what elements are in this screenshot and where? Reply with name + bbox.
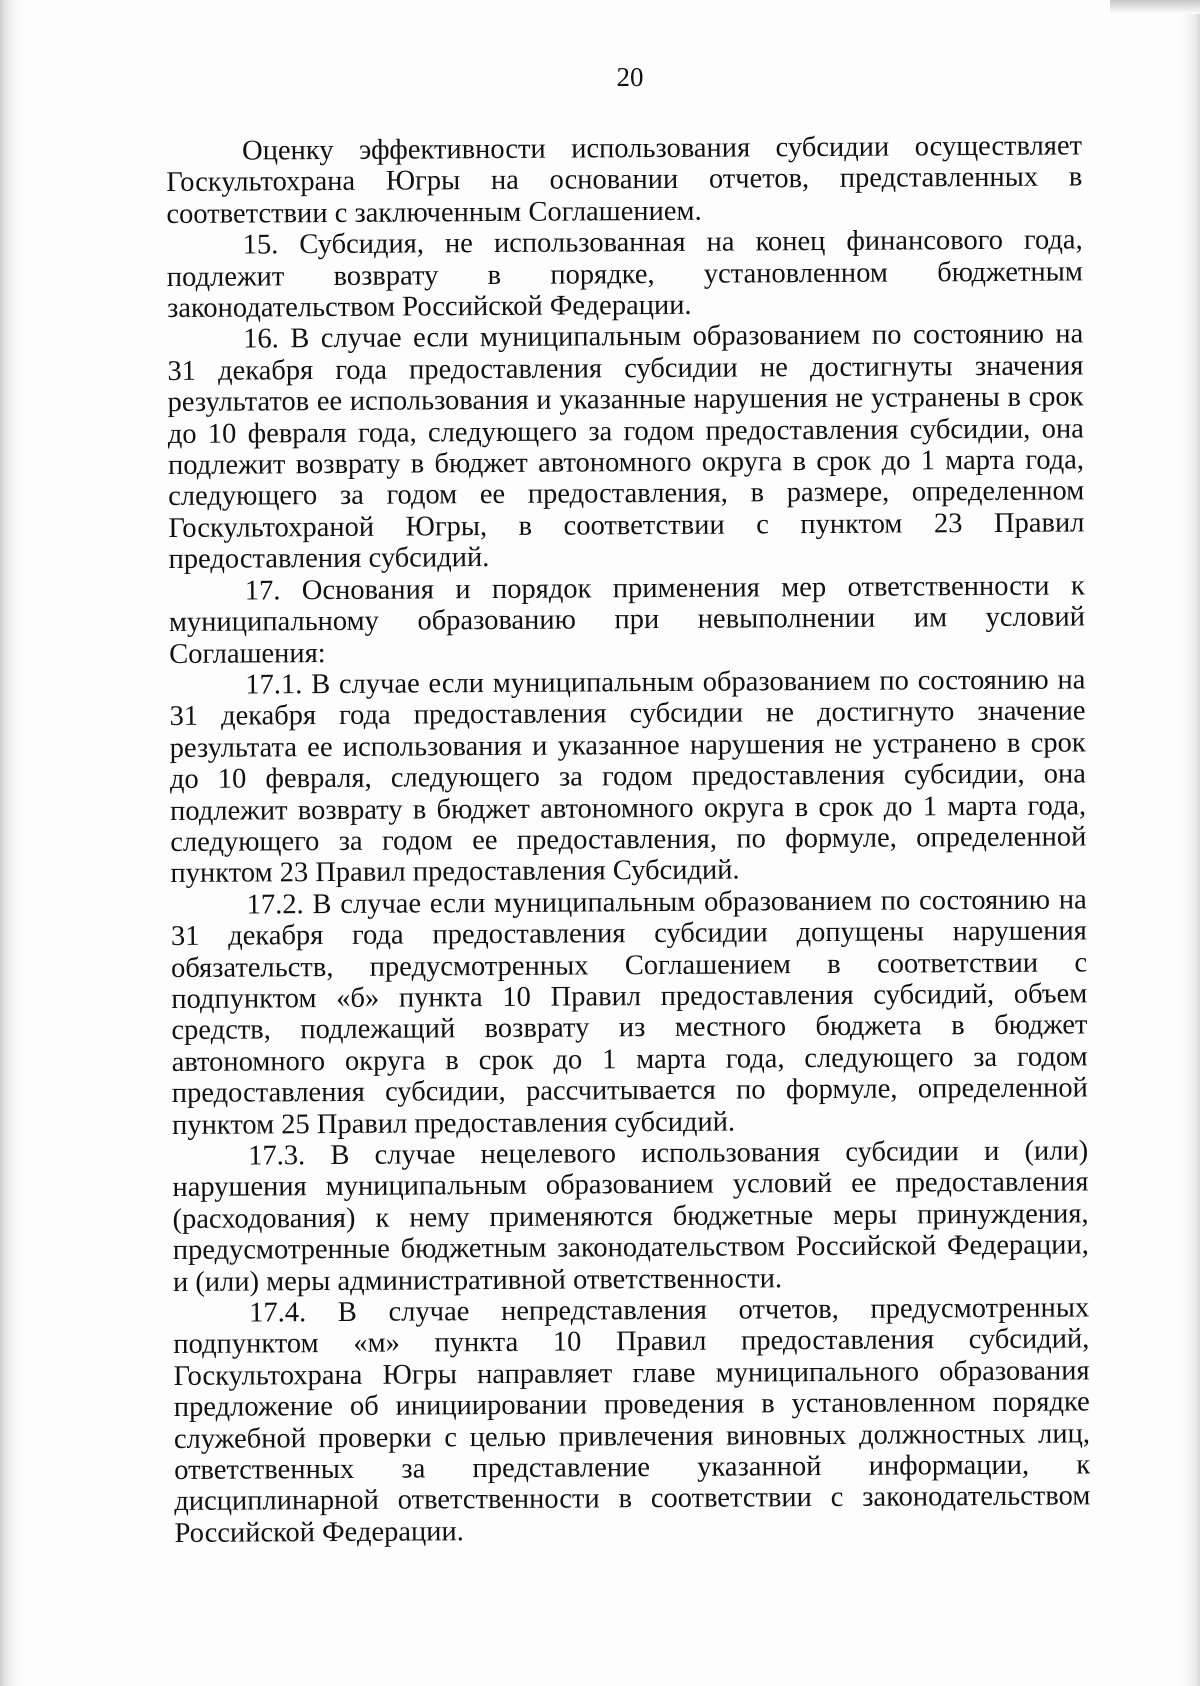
- page-number: 20: [616, 62, 644, 92]
- scan-edge-left: [0, 0, 26, 1686]
- document-body: [166, 130, 1091, 1549]
- paragraph-17: 17. Основания и порядок применения мер ответственности к муниципальному образованию при невыполнении им условий Соглашения:: [168, 570, 1086, 670]
- paragraph-15: 15. Субсидия, не использованная на конец финансового года, подлежит возврату в порядке, установленном бюджетным законодательством Российской Федерации.: [166, 224, 1083, 325]
- paragraph-efficiency-assessment: Оценку эффективности использования субсидии осуществляет Госкультохрана Югры на основании отчетов, представленных в соответствии с заключенным Соглашением.: [166, 130, 1083, 230]
- paragraph-16: 16. В случае если муниципальным образованием по состоянию на 31 декабря года предоставления субсидии не достигнуты значения результатов ее использования и указанные нарушения не устранены в срок до 10 февраля года, следующего за годом предоставления субсидии, она подлежит возврату в бюджет автономного округа в срок до 1 марта года, следующего за годом ее предоставления, в размере, определенном Госкультохраной Югры, в соответствии с пунктом 23 Правил предоставления субсидий.: [167, 318, 1085, 576]
- paragraph-17-3: 17.3. В случае нецелевого использования субсидии и (или) нарушения муниципальным образованием условий ее предоставления (расходования) к нему применяются бюджетные меры принуждения, предусмотренные бюджетным законодательством Российской Федерации, и (или) меры административной ответственности.: [172, 1135, 1089, 1298]
- paragraph-17-4: 17.4. В случае непредставления отчетов, предусмотренных подпунктом «м» пункта 10 Правил предоставления субсидий, Госкультохрана Югры направляет главе муниципального образования предложение об инициировании проведения в установленном порядке служебной проверки с целью привлечения виновных должностных лиц, ответственных за представление указанной информации, к дисциплинарной ответственности в соответствии с законодательством Российской Федерации.: [173, 1292, 1091, 1549]
- scan-corner-shadow: [1110, 0, 1200, 14]
- paragraph-17-1: 17.1. В случае если муниципальным образованием по состоянию на 31 декабря года предоставления субсидии не достигнуто значение результата ее использования и указанное нарушения не устранено в срок до 10 февраля, следующего за годом предоставления субсидии, она подлежит возврату в бюджет автономного округа в срок до 1 марта года, следующего за годом ее предоставления, по формуле, определенной пунктом 23 Правил предоставления Субсидий.: [169, 664, 1087, 890]
- paragraph-17-2: 17.2. В случае если муниципальным образованием по состоянию на 31 декабря года предоставления субсидии допущены нарушения обязательств, предусмотренных Соглашением в соответствии с подпунктом «б» пункта 10 Правил предоставления субсидий, объем средств, подлежащий возврату из местного бюджета в бюджет автономного округа в срок до 1 марта года, следующего за годом предоставления субсидии, рассчитывается по формуле, определенной пунктом 25 Правил предоставления субсидий.: [170, 884, 1088, 1141]
- scan-edge-right: [1178, 0, 1200, 1686]
